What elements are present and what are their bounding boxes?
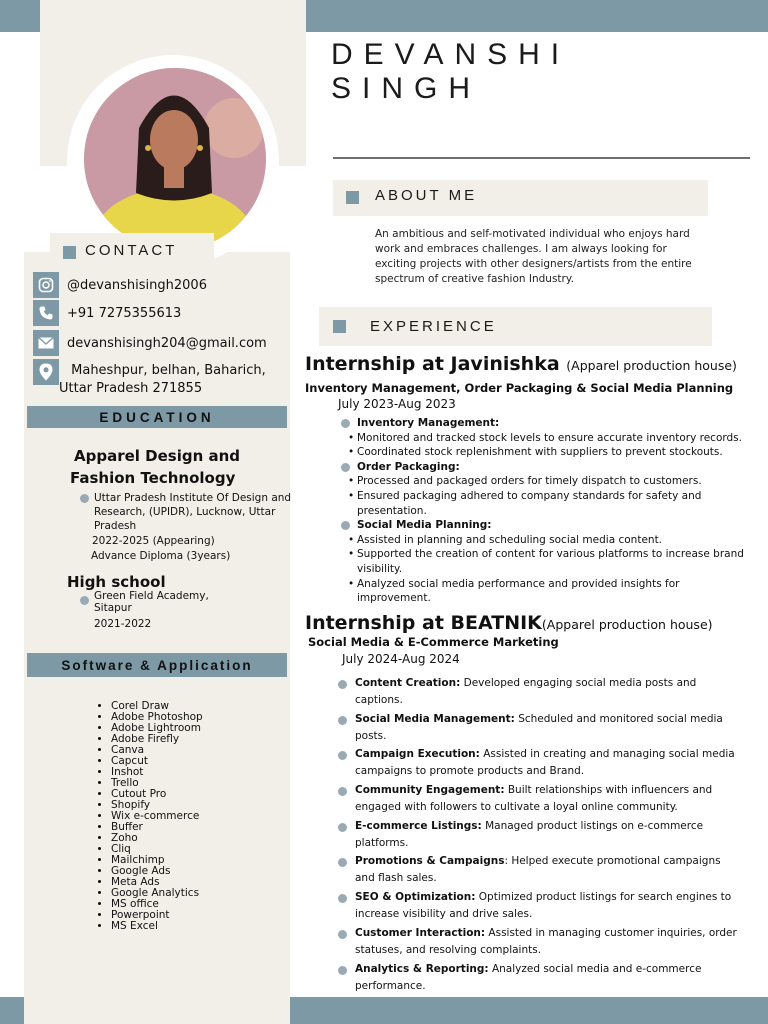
job2-item-text: Developed engaging social media posts and captions.: [355, 677, 697, 706]
software-item: • Inshot: [111, 767, 203, 778]
software-item: • Buffer: [111, 822, 203, 833]
school-title: High school: [67, 573, 166, 591]
address-line-2: Uttar Pradesh 271855: [59, 381, 203, 396]
institute-line-1: Uttar Pradesh Institute Of Design and: [94, 492, 292, 504]
software-heading: Software & Application: [61, 657, 253, 673]
diploma: Advance Diploma (3years): [91, 550, 231, 562]
location-pin-icon: [33, 359, 59, 385]
job2-item: [338, 961, 738, 995]
contact-heading: CONTACT: [85, 242, 178, 259]
name-divider: [333, 157, 750, 159]
job1-bullet: • Assisted in planning and scheduling social media content.: [341, 533, 751, 548]
institute-line-3: Pradesh: [94, 520, 137, 532]
job1-section-heading: Social Media Planning:: [341, 518, 751, 533]
job2-item: [338, 818, 738, 852]
job2-item-text: Scheduled and monitored social media posts.: [355, 712, 723, 742]
job1-section-heading: Order Packaging:: [341, 460, 751, 475]
job2-item-key: Social Media Management:: [355, 712, 515, 725]
job2-item-text: Assisted in managing customer inquiries, order statuses, and resolving complaints.: [355, 926, 737, 956]
job2-item-key: Community Engagement:: [355, 784, 505, 797]
job2-item-text: Analyzed social media and e-commerce performance.: [355, 962, 702, 992]
bullet-dot: [80, 596, 89, 605]
about-heading: ABOUT ME: [375, 187, 478, 204]
software-item: • Adobe Lightroom: [111, 723, 203, 734]
job1-bullet: • Monitored and tracked stock levels to ensure accurate inventory records.: [341, 431, 751, 446]
software-item: • Cliq: [111, 844, 203, 855]
job1-section-heading: Inventory Management:: [341, 416, 751, 431]
job2-details: [338, 675, 738, 996]
instagram-handle[interactable]: @devanshisingh2006: [67, 277, 207, 293]
job2-item: [338, 746, 738, 780]
square-icon: [333, 320, 346, 333]
job1-bullet: • Ensured packaging adhered to company standards for safety and presentation.: [341, 489, 751, 518]
job1-dates: July 2023-Aug 2023: [338, 397, 456, 411]
profile-photo: [84, 68, 266, 250]
job2-dates: July 2024-Aug 2024: [342, 652, 460, 666]
job2-item-key: E-commerce Listings:: [355, 819, 482, 832]
degree-line-1: Apparel Design and: [74, 447, 241, 465]
job1-bullet: • Supported the creation of content for various platforms to increase brand visibility.: [341, 547, 751, 576]
software-item: • Adobe Photoshop: [111, 712, 203, 723]
contact-email: [33, 330, 267, 356]
first-name: DEVANSHI: [331, 38, 571, 71]
job2-item-key: Analytics & Reporting:: [355, 962, 489, 975]
job1-bullet: • Processed and packaged orders for timely dispatch to customers.: [341, 474, 751, 489]
job2-title: Internship at BEATNIK: [305, 612, 542, 634]
bottom-band: [290, 997, 768, 1024]
about-text: An ambitious and self-motivated individual who enjoys hard work and embraces challenges. I am always looking for exciting projects with other designers/artists from the entire spectrum of creative fashion Industry.: [375, 228, 692, 285]
software-item: • Powerpoint: [111, 910, 203, 921]
software-item: • Corel Draw: [111, 701, 203, 712]
last-name: SINGH: [331, 72, 482, 105]
job2-title-line: [305, 612, 713, 634]
full-name: [331, 38, 570, 106]
job2-item-key: Customer Interaction:: [355, 926, 486, 939]
job1-bullet: • Coordinated stock replenishment with suppliers to prevent stockouts.: [341, 445, 751, 460]
school-line-2: Sitapur: [94, 602, 132, 614]
job2-item: [338, 675, 738, 709]
contact-phone: [33, 300, 181, 326]
job2-item: [338, 711, 738, 745]
software-item: • Cutout Pro: [111, 789, 203, 800]
address-line-1: Maheshpur, belhan, Baharich,: [67, 363, 266, 378]
top-left-strip: [0, 0, 40, 32]
software-item: • MS office: [111, 899, 203, 910]
software-item: • Trello: [111, 778, 203, 789]
job2-item-text: Assisted in creating and managing social media campaigns to promote products and Brand.: [355, 748, 735, 778]
job2-item-key: Campaign Execution:: [355, 748, 480, 761]
job2-item-text: : Helped execute promotional campaigns and flash sales.: [355, 855, 721, 885]
top-band: [306, 0, 768, 32]
job2-item-key: Promotions & Campaigns: [355, 855, 505, 868]
software-item: • Capcut: [111, 756, 203, 767]
institute: [94, 491, 291, 533]
software-item: • Wix e-commerce: [111, 811, 203, 822]
software-item: • Mailchimp: [111, 855, 203, 866]
software-item: • Shopify: [111, 800, 203, 811]
job1-title-line: [305, 353, 737, 375]
software-item: • Canva: [111, 745, 203, 756]
phone-number[interactable]: +91 7275355613: [67, 305, 182, 321]
education-bar: [27, 406, 287, 428]
job2-item-text: Built relationships with influencers and engaged with followers to cultivate a loyal online community.: [355, 784, 713, 814]
contact-heading-pill: [50, 233, 214, 269]
software-item: • Google Ads: [111, 866, 203, 877]
experience-heading: EXPERIENCE: [370, 318, 497, 335]
school-line-1: Green Field Academy,: [94, 590, 209, 602]
about-heading-pill: [333, 180, 708, 216]
bullet-dot: [80, 494, 89, 503]
experience-heading-pill: [319, 307, 712, 346]
job2-item-text: Managed product listings on e-commerce platforms.: [355, 819, 704, 849]
square-icon: [346, 191, 359, 204]
job2-item-key: SEO & Optimization:: [355, 891, 476, 904]
software-list: [96, 701, 203, 932]
institute-line-2: Research, (UPIDR), Lucknow, Uttar: [94, 506, 276, 518]
contact-instagram: [33, 272, 207, 298]
school: [94, 590, 209, 614]
software-item: • Meta Ads: [111, 877, 203, 888]
software-item: • MS Excel: [111, 921, 203, 932]
job1-bullet: • Analyzed social media performance and provided insights for improvement.: [341, 577, 751, 606]
email-icon: [33, 330, 59, 356]
job2-item: [338, 889, 738, 923]
software-bar: [27, 653, 287, 677]
email-address[interactable]: devanshisingh204@gmail.com: [67, 335, 267, 351]
job2-item: [338, 853, 738, 887]
job1-title: Internship at Javinishka: [305, 353, 560, 375]
degree-line-2: Fashion Technology: [70, 469, 236, 487]
contact-address: [33, 359, 266, 398]
software-item: • Google Analytics: [111, 888, 203, 899]
square-icon: [63, 246, 76, 259]
job2-item: [338, 925, 738, 959]
bottom-left-strip: [0, 997, 24, 1024]
address: [59, 362, 266, 398]
job2-type: (Apparel production house): [541, 617, 713, 632]
job1-role: Inventory Management, Order Packaging & Social Media Planning: [305, 381, 734, 395]
job1-details: [341, 416, 751, 606]
software-item: • Adobe Firefly: [111, 734, 203, 745]
job2-role: Social Media & E-Commerce Marketing: [308, 635, 559, 649]
job1-type: (Apparel production house): [566, 358, 737, 373]
education-heading: EDUCATION: [99, 409, 215, 425]
school-years: 2021-2022: [94, 618, 152, 630]
job2-item: [338, 782, 738, 816]
job2-item-key: Content Creation:: [355, 677, 461, 689]
education-years: 2022-2025 (Appearing): [92, 535, 215, 547]
phone-icon: [33, 300, 59, 326]
software-item: • Zoho: [111, 833, 203, 844]
instagram-icon: [33, 272, 59, 298]
job2-item-text: Optimized product listings for search engines to increase visibility and drive sales.: [355, 891, 732, 921]
